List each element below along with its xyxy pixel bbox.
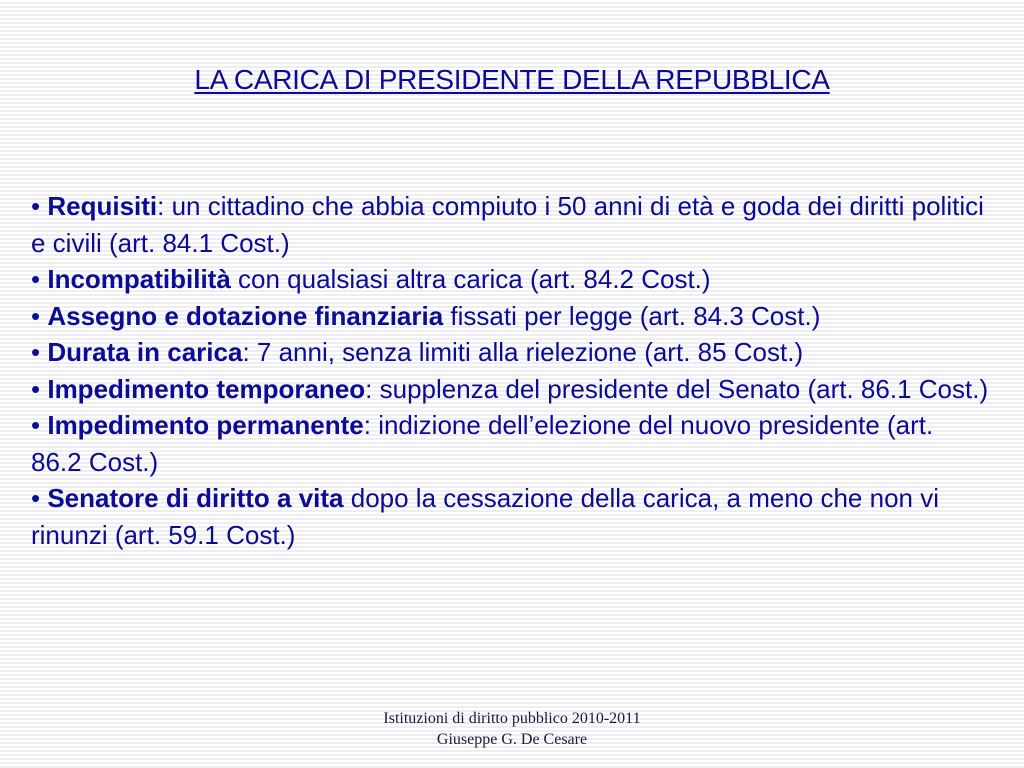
item-text: : un cittadino che abbia compiuto i 50 anni di età e goda dei diritti politici e civili (art. 84.1 Cost.) bbox=[31, 191, 984, 258]
item-text: : supplenza del presidente del Senato (art. 86.1 Cost.) bbox=[365, 373, 989, 404]
item-text: dopo la cessazione della carica, a meno che non vi rinunzi (art. 59.1 Cost.) bbox=[31, 483, 939, 550]
list-item bbox=[31, 334, 991, 371]
list-item bbox=[31, 261, 991, 298]
item-term: Incompatibilità bbox=[47, 264, 231, 294]
bullet-marker: • bbox=[31, 483, 41, 513]
bullet-marker: • bbox=[31, 337, 41, 367]
footer-author: Giuseppe G. De Cesare bbox=[436, 731, 588, 748]
list-item bbox=[31, 407, 991, 480]
bullet-marker: • bbox=[31, 191, 41, 221]
item-term: Requisiti bbox=[47, 191, 158, 221]
bullet-marker: • bbox=[31, 264, 41, 294]
slide-title: LA CARICA DI PRESIDENTE DELLA REPUBBLICA bbox=[194, 64, 830, 95]
footer bbox=[0, 708, 1024, 750]
list-item bbox=[31, 480, 991, 553]
bullet-marker: • bbox=[31, 300, 41, 331]
item-text: fissati per legge (art. 84.3 Cost.) bbox=[443, 300, 821, 331]
list-item bbox=[31, 298, 991, 335]
list-item bbox=[31, 371, 991, 408]
bullet-marker: • bbox=[31, 373, 41, 404]
item-term: Senatore di diritto a vita bbox=[47, 483, 344, 513]
list-item bbox=[31, 188, 991, 261]
item-term: Durata in carica bbox=[47, 337, 243, 367]
item-term: Impedimento permanente bbox=[47, 410, 364, 440]
bullet-marker: • bbox=[31, 410, 41, 440]
footer-course: Istituzioni di diritto pubblico 2010-2011 bbox=[383, 710, 641, 727]
item-term: Assegno e dotazione finanziaria bbox=[47, 300, 444, 331]
item-text: : indizione dell’elezione del nuovo presidente (art. 86.2 Cost.) bbox=[31, 410, 934, 477]
bullet-list bbox=[31, 188, 991, 553]
item-text: con qualsiasi altra carica (art. 84.2 Cost.) bbox=[230, 264, 711, 294]
item-text: : 7 anni, senza limiti alla rielezione (art. 85 Cost.) bbox=[242, 337, 804, 367]
item-term: Impedimento temporaneo bbox=[47, 373, 366, 404]
